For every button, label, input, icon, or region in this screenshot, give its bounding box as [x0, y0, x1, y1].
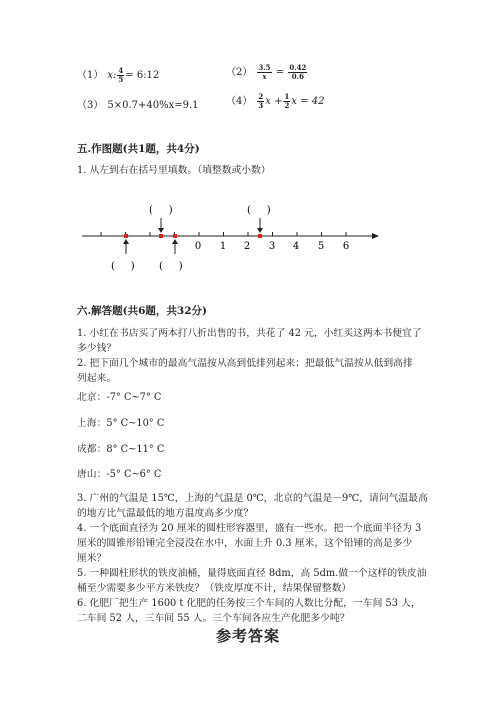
arrow-head-icon — [123, 239, 129, 244]
fraction — [257, 93, 264, 110]
fraction — [283, 93, 290, 110]
equation-text: x = 42 — [291, 96, 325, 107]
tick-label: 0 — [194, 241, 202, 252]
city-temp-tangshan: 唐山：-5° C~6° C — [77, 469, 162, 480]
equation-4 — [226, 92, 324, 110]
fraction — [257, 64, 271, 81]
equation-1 — [77, 66, 159, 84]
tick-label: 1 — [219, 241, 227, 252]
equation-label: （1） — [77, 70, 104, 81]
fraction-numerator: 2 — [258, 92, 264, 101]
arrow-head-icon — [257, 228, 263, 233]
fraction-denominator: 0.6 — [291, 72, 304, 81]
tick-label: 2 — [243, 241, 251, 252]
fraction — [117, 67, 124, 84]
question-6-5-line2: 桶至少需要多少平方米铁皮？（铁皮厚度不计，结果保留整数） — [77, 583, 352, 594]
arrow-head-icon — [172, 239, 178, 244]
answer-blank: ( ) — [247, 205, 271, 216]
tick-label: 3 — [268, 241, 276, 252]
red-point — [173, 234, 177, 238]
fraction-denominator: 5 — [118, 75, 124, 84]
equation-2 — [226, 63, 308, 81]
fraction-numerator: 4 — [118, 66, 124, 75]
question-6-4-line3: 厘米？ — [77, 553, 107, 564]
answer-blank: ( ) — [111, 261, 135, 272]
question-6-5-line1: 5. 一种圆柱形状的铁皮油桶，量得底面直径 8dm，高 5dm.做一个这样的铁皮油 — [77, 568, 427, 579]
red-point — [258, 234, 262, 238]
question-6-2-line1: 2. 把下面几个城市的最高气温按从高到低排列起来；把最低气温按从低到高排 — [77, 358, 413, 369]
equation-text: = — [275, 67, 285, 78]
tick-label: 4 — [292, 241, 300, 252]
equation-label: （4） — [226, 96, 253, 107]
fraction-denominator: 2 — [284, 101, 290, 110]
question-6-3-line2: 的地方比气温最低的地方温度高多少度？ — [77, 508, 254, 519]
tick-label: 6 — [342, 241, 350, 252]
question-6-6-line2: 二车间 52 人，三车间 55 人。三个车间各应生产化肥多少吨？ — [77, 613, 350, 624]
city-temp-chengdu: 成都：8° C~11° C — [77, 444, 165, 455]
city-temp-beijing: 北京：-7° C~7° C — [77, 392, 162, 403]
fraction-numerator: 3.5 — [258, 63, 271, 72]
question-6-4-line2: 厘米的圆锥形铅锤完全浸没在水中，水面上升 0.3 厘米，这个铅锤的高是多少 — [77, 538, 413, 549]
city-temp-shanghai: 上海：5° C~10° C — [77, 418, 165, 429]
fraction — [288, 64, 307, 81]
red-point — [124, 234, 128, 238]
equation-text: = 6:12 — [125, 70, 160, 81]
equation-3 — [77, 96, 199, 111]
number-line-labels — [195, 241, 349, 252]
section-5-heading: 五.作图题(共1题，共4分) — [77, 143, 200, 155]
equation-text: 5×0.7+40%x=9.1 — [107, 100, 199, 111]
equation-label: （2） — [226, 67, 253, 78]
question-5-1: 1. 从左到右在括号里填数。（填整数或小数） — [77, 165, 271, 176]
question-6-3-line1: 3. 广州的气温是 15℃，上海的气温是 0℃，北京的气温是－9℃，请问气温最高 — [77, 493, 428, 504]
tick-label: 5 — [317, 241, 325, 252]
equation-text: x + — [265, 96, 283, 107]
answer-blank: ( ) — [159, 261, 183, 272]
number-line-ticks — [101, 232, 346, 236]
question-6-4-line1: 4. 一个底面直径为 20 厘米的圆柱形容器里，盛有一些水。把一个底面半径为 3 — [77, 523, 422, 534]
question-6-6-line1: 6. 化肥厂把生产 1600 t 化肥的任务按三个车间的人数比分配，一车间 53 人， — [77, 598, 421, 609]
fraction-numerator: 0.42 — [289, 63, 307, 72]
number-line-arrow — [372, 233, 379, 239]
red-point — [159, 234, 163, 238]
fraction-denominator: 3 — [258, 101, 264, 110]
equation-label: （3） — [77, 100, 104, 111]
fraction-numerator: 1 — [284, 92, 290, 101]
question-6-2-line2: 列起来。 — [77, 373, 117, 384]
answer-blank: ( ) — [149, 205, 173, 216]
fraction-denominator: x — [262, 72, 267, 81]
equation-text: x: — [107, 70, 117, 81]
arrow-head-icon — [158, 228, 164, 233]
question-6-1-line2: 多少钱？ — [77, 343, 117, 354]
answers-title: 参考答案 — [216, 627, 281, 645]
section-6-heading: 六.解答题(共6题，共32分) — [77, 305, 208, 317]
number-line-diagram — [70, 198, 390, 278]
question-6-1-line1: 1. 小红在书店买了两本打八折出售的书，共花了 42 元，小红买这两本书便宜了 — [77, 328, 422, 339]
